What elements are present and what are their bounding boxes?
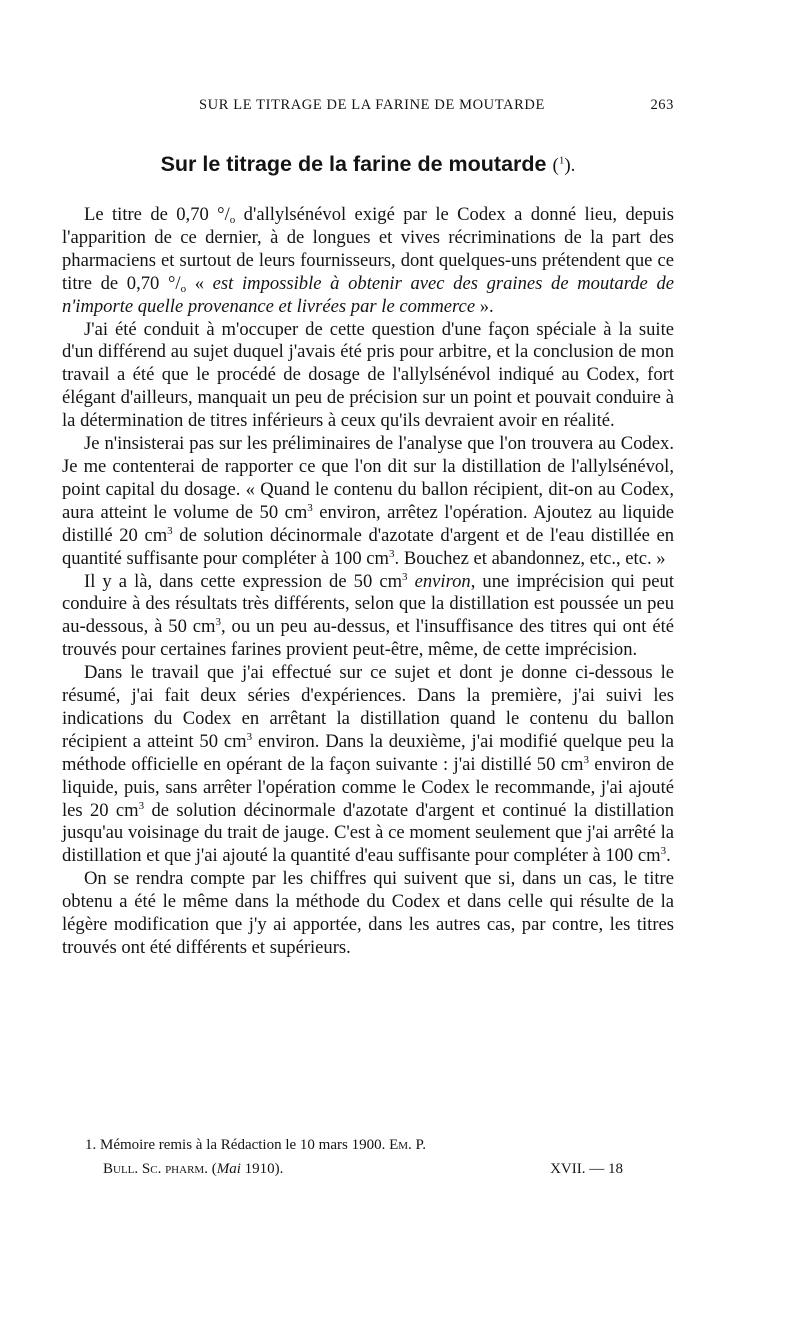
paragraph-3-text-d: . Bouchez et abandonnez, etc., etc. » bbox=[394, 547, 666, 569]
paragraph-5-text-c: environ de liquide, puis, sans arrêter l'opération comme le Codex le recommande, j'ai ajouté les 20 cm bbox=[62, 753, 674, 821]
journal-name: Bull. Sc. pharm. bbox=[103, 1161, 208, 1177]
paragraph-6: On se rendra compte par les chiffres qui suivent que si, dans un cas, le titre obtenu a été le même dans la méthode du Codex et dans celle qui résulte de la légère modification que j'y ai apportée, dans les autres cas, par contre, les titres trouvés ont été différents et supérieurs. bbox=[62, 868, 674, 958]
footnote bbox=[85, 1137, 665, 1154]
paragraph-5-sup-2: 3 bbox=[583, 753, 589, 766]
paragraph-1-text-b: d'allylsénévol exigé par le Codex a donné lieu, depuis l'apparition de ce dernier, à de longues et vives récriminations de la part des pharmaciens et surtout de leurs fournisseurs, dont quelques-uns prétendent que ce titre de 0,70 °/ bbox=[62, 204, 674, 294]
paragraph-5-sup-4: 3 bbox=[660, 845, 667, 858]
running-head-title: SUR LE TITRAGE DE LA FARINE DE MOUTARDE bbox=[199, 97, 545, 113]
volume-signature: XVII. — 18 bbox=[550, 1161, 623, 1177]
paragraph-4-sup-2: 3 bbox=[215, 616, 221, 629]
article-body bbox=[62, 204, 674, 960]
article-title bbox=[62, 152, 674, 177]
paragraph-4-italic: environ bbox=[414, 570, 471, 592]
page-number: 263 bbox=[650, 97, 674, 113]
paragraph-5-text-d: de solution décinormale d'azotate d'argent et continué la distillation jusqu'au voisinage du trait de jauge. C'est à ce moment seulement que j'ai arrêté la distillation et que j'ai ajouté la quantité d'eau suffisante pour compléter à 100 cm bbox=[62, 799, 674, 867]
paragraph-3-sup-3: 3 bbox=[389, 547, 395, 560]
paragraph-1-text-c: « bbox=[186, 272, 213, 294]
paragraph-4 bbox=[62, 571, 674, 663]
paragraph-5 bbox=[62, 662, 674, 868]
paragraph-1-sub-b: o bbox=[180, 282, 187, 295]
paragraph-1 bbox=[62, 204, 674, 319]
paragraph-1-sub-a: o bbox=[229, 214, 236, 226]
running-head bbox=[62, 97, 674, 117]
footnote-author: Em. P. bbox=[389, 1137, 426, 1153]
paragraph-4-text-c: , ou un peu au-dessus, et l'insuffisance des titres qui ont été trouvés pour certaines farines provient peut-être, même, de cette imprécision. bbox=[62, 616, 674, 661]
paragraph-3-sup-1: 3 bbox=[307, 501, 313, 514]
paragraph-4-text-b: , une imprécision qui peut conduire à des résultats très différents, selon que la distillation est poussée un peu au-dessous, à 50 cm bbox=[62, 570, 674, 638]
paragraph-5-sup-3: 3 bbox=[138, 799, 145, 812]
paragraph-5-text-a: Dans le travail que j'ai effectué sur ce sujet et dont je donne ci-dessous le résumé, j'ai fait deux séries d'expériences. Dans la première, j'ai suivi les indications du Codex en arrêtant la distillation quand le contenu du ballon récipient a atteint 50 cm bbox=[62, 662, 674, 752]
paragraph-5-text-b: environ. Dans la deuxième, j'ai modifié quelque peu la méthode officielle en opérant de la façon suivante : j'ai distillé 50 cm bbox=[62, 730, 674, 775]
page-footer bbox=[103, 1161, 623, 1181]
paragraph-3-sup-2: 3 bbox=[167, 524, 173, 537]
paragraph-3 bbox=[62, 433, 674, 570]
footnote-number: 1. bbox=[85, 1137, 97, 1153]
footnote-reference-number: 1 bbox=[558, 154, 565, 167]
paragraph-4-text-a: Il y a là, dans cette expression de 50 cm bbox=[84, 570, 403, 592]
paragraph-3-text-c: de solution décinormale d'azotate d'argent et de l'eau distillée en quantité suffisante pour compléter à 100 cm bbox=[62, 524, 674, 569]
paragraph-5-text-e: . bbox=[666, 845, 671, 867]
footnote-text: Mémoire remis à la Rédaction le 10 mars 1900. bbox=[100, 1137, 386, 1153]
article-title-text: Sur le titrage de la farine de moutarde bbox=[160, 152, 547, 176]
paragraph-1-text-a: Le titre de 0,70 °/ bbox=[84, 204, 230, 225]
paragraph-2: J'ai été conduit à m'occuper de cette question d'une façon spéciale à la suite d'un différend au sujet duquel j'avais été pris pour arbitre, et la conclusion de mon travail a été que le procédé de dosage de l'allylsénévol indiqué au Codex, fort élégant d'ailleurs, manquait un peu de précision sur un point et pouvait conduire à la détermination de titres inférieurs à ceux qu'ils devraient avoir en réalité. bbox=[62, 318, 674, 432]
journal-year: 1910). bbox=[244, 1161, 284, 1177]
paragraph-3-text-a: Je n'insisterai pas sur les préliminaires de l'analyse que l'on trouvera au Codex. Je me contenterai de rapporter ce que l'on dit sur la distillation de l'allylsénévol, point capital du dosage. « Quand le contenu du ballon récipient, dit-on au Codex, aura atteint le volume de 50 cm bbox=[62, 433, 674, 523]
paragraph-5-sup-1: 3 bbox=[246, 730, 253, 743]
paragraph-1-text-d: ». bbox=[475, 295, 494, 317]
footnote-reference[interactable]: ($^1$). bbox=[552, 154, 576, 176]
paragraph-1-quote: est impossible à obtenir avec des graines de moutarde de n'importe quelle provenance et livrées par le commerce bbox=[62, 272, 674, 317]
journal-issue: Mai bbox=[216, 1161, 241, 1177]
journal-citation: Bull. Sc. pharm. (Mai 1910). bbox=[103, 1161, 284, 1177]
paragraph-3-text-b: environ, arrêtez l'opération. Ajoutez au liquide distillé 20 cm bbox=[62, 501, 674, 546]
paragraph-4-sup-1: 3 bbox=[402, 570, 408, 583]
